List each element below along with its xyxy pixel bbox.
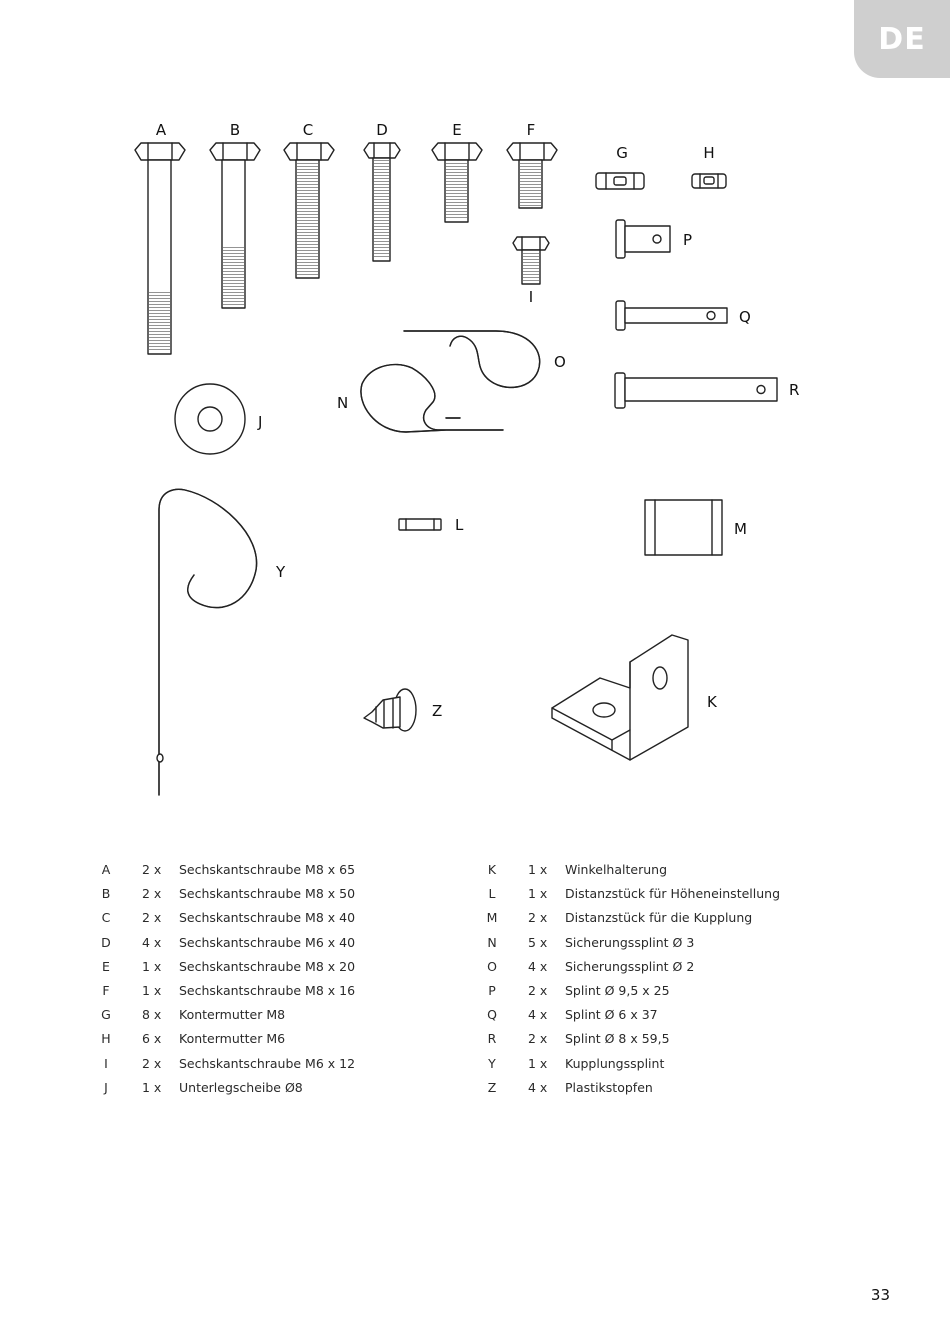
- label-d: D: [376, 121, 388, 139]
- label-q: Q: [739, 308, 751, 326]
- label-r: R: [789, 381, 800, 399]
- pin-r: [615, 373, 799, 408]
- list-item: D 4 x Sechskantschraube M6 x 40: [101, 934, 356, 950]
- bolt-d: [364, 121, 400, 261]
- list-item: J 1 x Unterlegscheibe Ø8: [104, 1079, 303, 1095]
- list-item: E 1 x Sechskantschraube M8 x 20: [102, 958, 356, 974]
- pin-p: [616, 220, 692, 258]
- label-e: E: [452, 121, 462, 139]
- label-i: I: [528, 288, 534, 306]
- nut-h: [692, 144, 726, 188]
- label-g: G: [616, 144, 628, 162]
- pin-q: [616, 301, 751, 330]
- bolt-i: [513, 237, 549, 306]
- list-item: O 4 x Sicherungssplint Ø 2: [487, 958, 695, 974]
- label-j: J: [258, 413, 263, 431]
- label-c: C: [302, 121, 314, 139]
- list-item: A 2 x Sechskantschraube M8 x 65: [101, 862, 356, 877]
- label-f: F: [526, 121, 536, 139]
- clip-o: [404, 331, 566, 387]
- spacer-l: [399, 516, 464, 534]
- list-item: P 2 x Splint Ø 9,5 x 25: [488, 982, 670, 998]
- label-o: O: [554, 353, 566, 371]
- label-l: L: [455, 516, 464, 534]
- washer-j: [175, 384, 262, 454]
- list-item: C 2 x Sechskantschraube M8 x 40: [101, 910, 356, 926]
- list-item: Q 4 x Splint Ø 6 x 37: [487, 1007, 658, 1023]
- list-item: I 2 x Sechskantschraube M6 x 12: [104, 1055, 356, 1071]
- label-p: P: [683, 231, 693, 249]
- label-a: A: [155, 121, 167, 139]
- bolt-e: [432, 121, 482, 222]
- parts-list-left-column: [96, 858, 476, 1100]
- hitch-pin-y: [157, 489, 286, 795]
- list-item: M 2 x Distanzstück für die Kupplung: [486, 910, 753, 926]
- bolt-a: [135, 121, 185, 354]
- list-item: L 1 x Distanzstück für Höheneinstellung: [488, 886, 781, 902]
- bolt-b: [210, 121, 260, 308]
- bolt-f: [507, 121, 557, 208]
- angle-bracket-k: [552, 635, 718, 760]
- label-k: K: [707, 693, 717, 711]
- label-z: Z: [432, 702, 443, 720]
- label-n: N: [337, 394, 349, 412]
- list-item: Z 4 x Plastikstopfen: [487, 1079, 653, 1095]
- list-item: F 1 x Sechskantschraube M8 x 16: [102, 982, 356, 998]
- list-item: G 8 x Kontermutter M8: [101, 1007, 286, 1023]
- list-item: H 6 x Kontermutter M6: [101, 1031, 286, 1047]
- list-item: B 2 x Sechskantschraube M8 x 50: [101, 886, 356, 902]
- parts-list-right-column: [482, 858, 862, 1100]
- label-y: Y: [276, 563, 286, 581]
- page-number: 33: [870, 1286, 890, 1304]
- plug-z: [364, 689, 442, 731]
- list-item: K 1 x Winkelhalterung: [487, 862, 668, 877]
- label-h: H: [703, 144, 715, 162]
- list-item: Y 1 x Kupplungssplint: [488, 1055, 665, 1071]
- language-tab-label: DE: [878, 21, 926, 57]
- spacer-m: [645, 500, 747, 555]
- list-item: R 2 x Splint Ø 8 x 59,5: [487, 1031, 670, 1047]
- nut-g: [596, 144, 644, 189]
- bolt-c: [284, 121, 334, 278]
- list-item: N 5 x Sicherungssplint Ø 3: [487, 934, 695, 950]
- label-m: M: [734, 520, 747, 538]
- label-b: B: [229, 121, 241, 139]
- clip-n: [337, 365, 503, 432]
